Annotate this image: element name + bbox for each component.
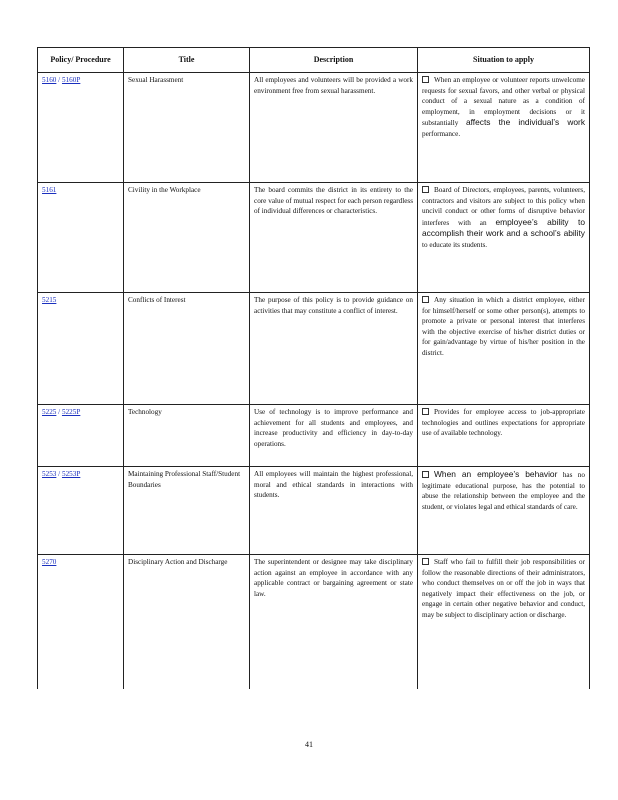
checkbox-bullet-icon bbox=[422, 296, 429, 303]
policy-situation: Provides for employee access to job-appropriate technologies and outlines expectations for appropriate use of available technology. bbox=[418, 405, 590, 467]
policy-code-cell bbox=[38, 293, 124, 405]
checkbox-bullet-icon bbox=[422, 186, 429, 193]
checkbox-bullet-icon bbox=[422, 558, 429, 565]
policy-title: Maintaining Professional Staff/Student Boundaries bbox=[124, 467, 250, 555]
policy-link[interactable]: 5225 bbox=[42, 408, 57, 416]
policy-title: Civility in the Workplace bbox=[124, 183, 250, 293]
policy-situation: When an employee or volunteer reports unwelcome requests for sexual favors, and other verbal or physical conduct of a sexual nature as a condition of employment, in employment decisions or it substantially affects the individual’s work performance. bbox=[418, 73, 590, 183]
policy-title: Technology bbox=[124, 405, 250, 467]
policy-link[interactable]: 5253 bbox=[42, 470, 57, 478]
table-row bbox=[38, 183, 590, 293]
policy-link[interactable]: 5160 bbox=[42, 76, 57, 84]
table-row bbox=[38, 293, 590, 405]
policy-situation: Board of Directors, employees, parents, volunteers, contractors and visitors are subject to this policy when uncivil conduct or other forms of disruptive behavior interferes with an employee’s ability to accomplish their work and a school’s ability to educate its students. bbox=[418, 183, 590, 293]
procedure-link[interactable]: 5253P bbox=[61, 470, 81, 478]
policy-link[interactable]: 5215 bbox=[42, 296, 57, 304]
procedure-link[interactable]: 5160P bbox=[61, 76, 81, 84]
policy-situation: Staff who fail to fulfill their job responsibilities or follow the reasonable directions of their administrators, who conduct themselves on or off the job in ways that negatively impact their effectiveness on the job, or engage in certain other negative behavior and conduct, may be subject to disciplinary action or discharge. bbox=[418, 555, 590, 689]
policy-code-cell: 5253 / 5253P bbox=[38, 467, 124, 555]
table-row bbox=[38, 555, 590, 689]
checkbox-bullet-icon bbox=[422, 471, 429, 478]
header-situation: Situation to apply bbox=[418, 48, 590, 73]
table-row bbox=[38, 405, 590, 467]
policy-description: All employees and volunteers will be provided a work environment free from sexual harassment. bbox=[250, 73, 418, 183]
header-description: Description bbox=[250, 48, 418, 73]
checkbox-bullet-icon bbox=[422, 408, 429, 415]
policy-link[interactable]: 5270 bbox=[42, 558, 57, 566]
policy-description: The superintendent or designee may take disciplinary action against an employee in accordance with any applicable contract or bargaining agreement or state law. bbox=[250, 555, 418, 689]
policy-description: Use of technology is to improve performance and achievement for all students and employees, and increase productivity and efficiency in day-to-day operations. bbox=[250, 405, 418, 467]
procedure-link[interactable]: 5225P bbox=[61, 408, 81, 416]
policy-situation: Any situation in which a district employee, either for himself/herself or some other person(s), attempts to promote a private or personal interest that interferes with the objective exercise of his/her district duties or for gain/advantage by virtue of his/her position in the district. bbox=[418, 293, 590, 405]
policy-description: All employees will maintain the highest professional, moral and ethical standards in interactions with students. bbox=[250, 467, 418, 555]
policy-code-cell bbox=[38, 555, 124, 689]
policy-code-cell: 5225 / 5225P bbox=[38, 405, 124, 467]
policy-description: The purpose of this policy is to provide guidance on activities that may constitute a conflict of interest. bbox=[250, 293, 418, 405]
policy-situation: When an employee’s behavior has no legitimate educational purpose, has the potential to abuse the relationship between the employee and the student, or violates legal and ethical standards of care. bbox=[418, 467, 590, 555]
table-header-row bbox=[38, 48, 590, 73]
table-row bbox=[38, 467, 590, 555]
policy-code-cell bbox=[38, 183, 124, 293]
policy-link[interactable]: 5161 bbox=[42, 186, 57, 194]
header-title: Title bbox=[124, 48, 250, 73]
checkbox-bullet-icon bbox=[422, 76, 429, 83]
policy-table bbox=[37, 47, 590, 689]
policy-title: Disciplinary Action and Discharge bbox=[124, 555, 250, 689]
table-row bbox=[38, 73, 590, 183]
header-policy: Policy/ Procedure bbox=[38, 48, 124, 73]
policy-title: Conflicts of Interest bbox=[124, 293, 250, 405]
policy-description: The board commits the district in its entirety to the core value of mutual respect for each person regardless of individual differences or characteristics. bbox=[250, 183, 418, 293]
policy-title: Sexual Harassment bbox=[124, 73, 250, 183]
policy-code-cell: 5160 / 5160P bbox=[38, 73, 124, 183]
page-number: 41 bbox=[305, 740, 313, 749]
